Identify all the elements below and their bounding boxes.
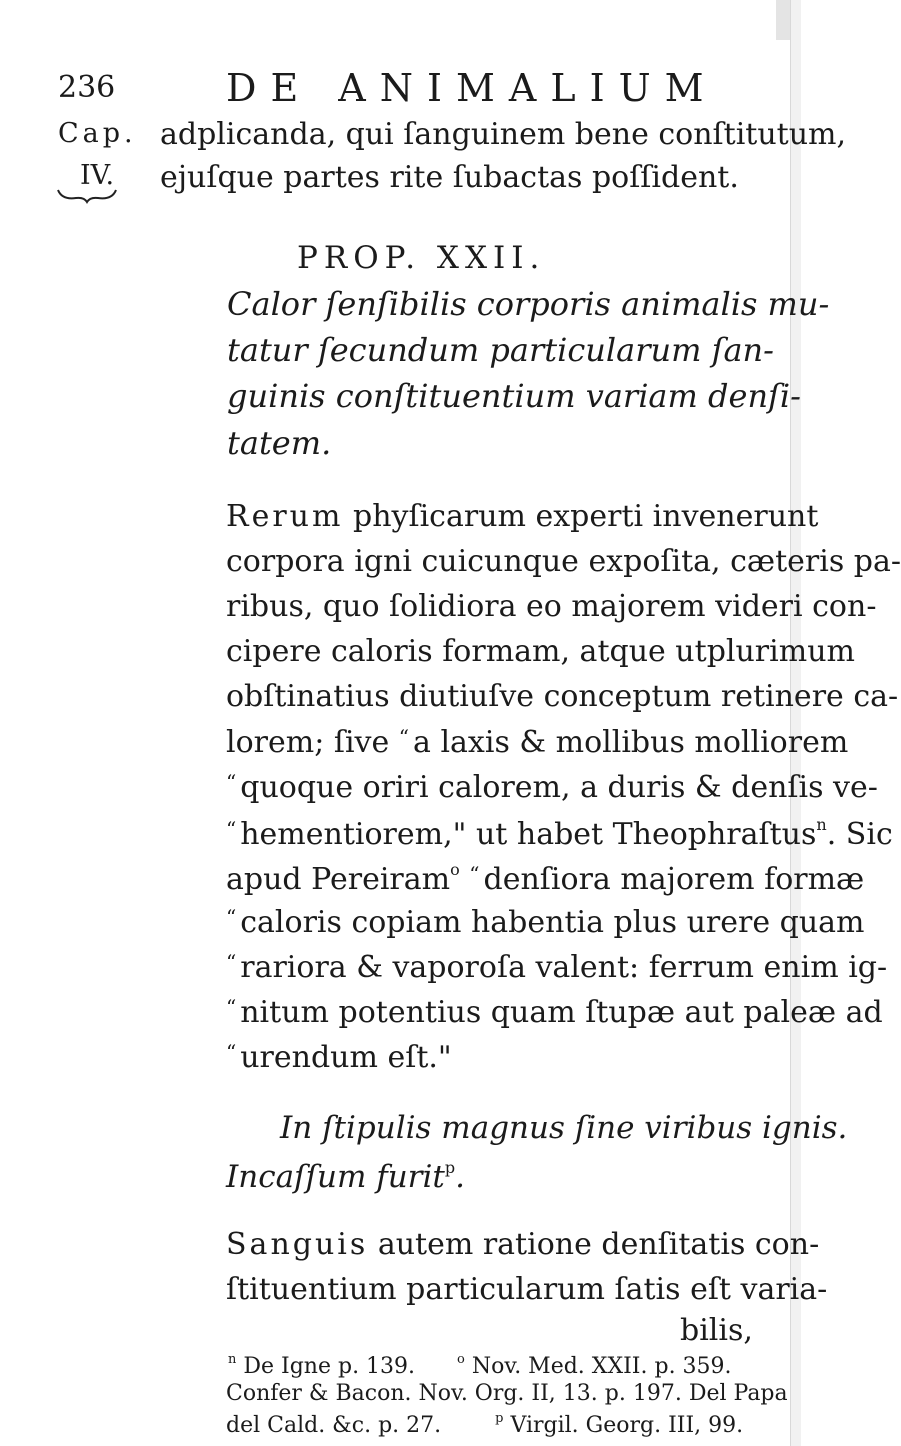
para1-line-5: obſtinatius diutiuſve conceptum retinere ca- (226, 679, 899, 714)
margin-brace-icon (56, 186, 118, 204)
footnote-mark-p: p (495, 1411, 504, 1426)
footnote-line-1 (228, 1353, 732, 1378)
para1-line-1-text: phyſicarum experti invenerunt (353, 499, 819, 534)
footnote-ref-o: o (450, 860, 460, 879)
proposition-line-2: tatur ſecundum particularum ſan- (227, 331, 774, 369)
para1-line-6-quote: a laxis & mollibus molliorem (413, 725, 849, 760)
quote-mark: “ (226, 817, 237, 841)
footnote-n: De Igne p. 139. (243, 1354, 416, 1379)
quote-mark: “ (226, 995, 237, 1019)
quote-mark: “ (226, 770, 237, 794)
para1-line-13 (226, 1042, 452, 1073)
quote-mark: “ (226, 905, 237, 929)
para1-line-11-text: rariora & vaporoſa valent: ferrum enim ig- (240, 950, 888, 985)
para1-line-6 (226, 727, 848, 758)
para1-line-11 (226, 952, 887, 983)
para1-line-9-end: denſiora majorem formæ (483, 862, 865, 897)
verse-line-2-text: Incaſſum furit (226, 1159, 445, 1195)
para1-line-2: corpora igni cuicunque expoſita, cæteris pa- (226, 544, 901, 579)
intro-line-1: adplicanda, qui ſanguinem bene conſtitutum, (160, 117, 847, 152)
proposition-line-1: Calor ſenſibilis corporis animalis mu- (227, 285, 830, 323)
para1-line-12 (226, 997, 883, 1028)
para1-lead-word: Rerum (226, 499, 344, 534)
para2-lead-word: Sanguis (226, 1227, 369, 1262)
footnote-line-2: Confer & Bacon. Nov. Org. II, 13. p. 197. Del Papa (226, 1381, 788, 1406)
para2-line-2: ſtituentium particularum ſatis eſt varia- (226, 1272, 828, 1307)
proposition-line-3: guinis conſtituentium variam denſi- (227, 377, 801, 415)
footnote-p: Virgil. Georg. III, 99. (510, 1413, 744, 1438)
para1-line-1 (226, 499, 819, 534)
quote-mark: “ (398, 725, 410, 749)
verse-line-1: In ſtipulis magnus ſine viribus ignis. (280, 1110, 848, 1146)
footnote-mark-n: n (228, 1352, 237, 1367)
proposition-heading: PROP. XXII. (297, 240, 546, 276)
para1-line-3: ribus, quo ſolidiora eo majorem videri con- (226, 589, 877, 624)
footnote-mark-o: o (457, 1352, 465, 1367)
verse-line-2-end: . (455, 1159, 465, 1195)
para1-line-9 (226, 862, 864, 895)
footnote-ref-p: p (444, 1158, 456, 1177)
para1-line-7-text: quoque oriri calorem, a duris & denſis ve- (240, 770, 878, 805)
para1-line-7 (226, 772, 878, 803)
footnote-ref-n: n (816, 815, 827, 834)
para1-line-12-text: nitum potentius quam ſtupæ aut paleæ ad (240, 995, 883, 1030)
para1-line-8 (226, 817, 893, 850)
para1-line-4: cipere caloris formam, atque utplurimum (226, 634, 855, 669)
margin-chapter-number: IV. (80, 160, 115, 191)
page-number: 236 (58, 70, 116, 105)
quote-mark: “ (469, 862, 480, 886)
page-header (58, 66, 758, 120)
margin-chapter-label: Cap. (58, 118, 137, 149)
para2-line-1 (226, 1227, 820, 1262)
verse-line-2 (226, 1160, 465, 1193)
footnote-line-3 (226, 1412, 743, 1437)
running-title: DE ANIMALIUM (226, 66, 718, 110)
intro-line-2: ejuſque partes rite ſubactas poſſident. (160, 160, 739, 195)
footnote-cont: del Cald. &c. p. 27. (226, 1413, 442, 1438)
para1-line-9-start: apud Pereiram (226, 862, 451, 897)
para1-line-10-text: caloris copiam habentia plus urere quam (240, 905, 865, 940)
para1-line-8-end: . Sic (826, 817, 893, 852)
para1-line-6-text: lorem; ſive (226, 725, 390, 760)
para1-line-8-text: hementiorem," ut habet Theophraſtus (240, 817, 817, 852)
proposition-line-4: tatem. (227, 424, 332, 462)
para1-line-13-text: urendum eſt." (240, 1040, 452, 1075)
quote-mark: “ (226, 1040, 237, 1064)
para1-line-10 (226, 907, 865, 938)
catchword: bilis, (680, 1313, 753, 1348)
para2-line-1-text: autem ratione denſitatis con- (377, 1227, 820, 1262)
footnote-o: Nov. Med. XXII. p. 359. (471, 1354, 732, 1379)
quote-mark: “ (226, 950, 237, 974)
